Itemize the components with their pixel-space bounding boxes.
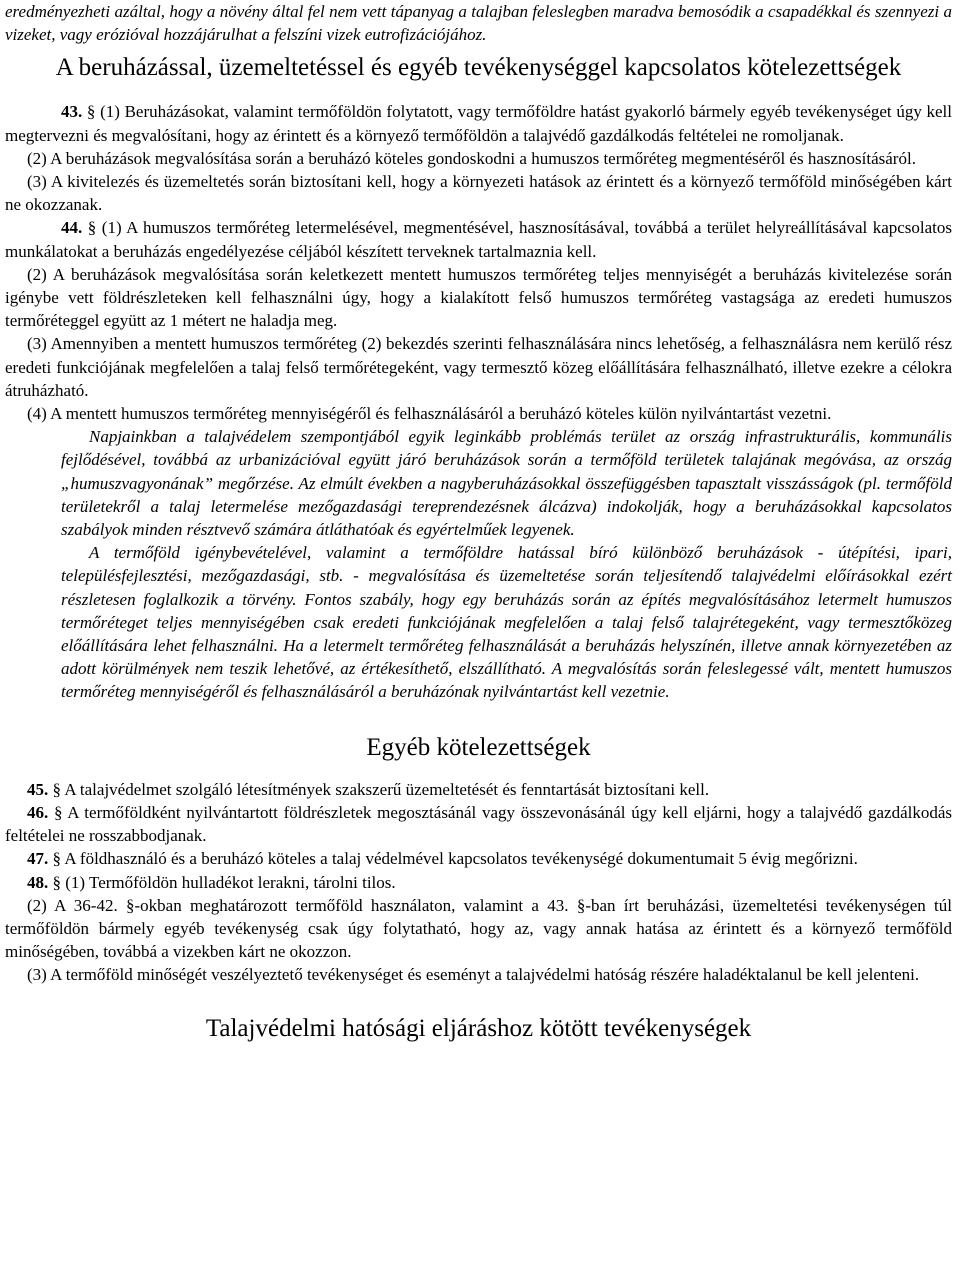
section-heading-obligations: A beruházással, üzemeltetéssel és egyéb tevékenységgel kapcsolatos kötelezettségek [55,54,902,82]
section-48-paragraph-2: (2) A 36-42. §-okban meghatározott termőföld használaton, valamint a 43. §-ban írt beruházási, üzemeltetési tevékenységen túl termőföldön bármely egyéb tevékenység csak úgy folytatható, hogy az, vagy annak hatása az érintett és a környező termőföld minőségében, továbbá a vizekben kárt ne okozzon. [5,895,952,962]
section-43-number: 43. [61,102,83,122]
section-45-number: 45. [27,779,49,799]
section-heading-other-obligations: Egyéb kötelezettségek [366,733,591,761]
commentary-block [5,425,952,703]
section-48-p1-text: (1) Termőföldön hulladékot lerakni, tárolni tilos. [65,872,396,892]
section-43-paragraph-3: (3) A kivitelezés és üzemeltetés során biztosítani kell, hogy a környezeti hatások az érintett és a környező termőföld minőségében kárt ne okozzanak. [5,172,952,215]
section-47-text: A földhasználó és a beruházó köteles a talaj védelmével kapcsolatos tevékenységé dokumentumait 5 évig megőrizni. [64,849,858,869]
section-48-paragraph-1 [5,871,952,894]
section-sign: § [52,872,61,892]
section-sign: § [86,102,96,122]
section-sign: § [87,218,97,238]
section-sign: § [52,849,61,869]
section-45-paragraph [5,778,952,801]
section-44-paragraph-4: (4) A mentett humuszos termőréteg mennyiségéről és felhasználásáról a beruházó köteles külön nyilvántartást vezetni. [27,404,832,424]
section-46-number: 46. [27,802,49,822]
section-44-number: 44. [61,218,83,238]
section-44-paragraph-3: (3) Amennyiben a mentett humuszos termőréteg (2) bekezdés szerinti felhasználására nincs lehetőség, a felhasználásra nem kerülő rész eredeti funkciójának megfelelően a talaj felső termőrétegeként, vagy termesztő közeg előállítására felhasználható, illetve ezekre a célokra átruházható. [5,334,952,400]
section-47-number: 47. [27,849,49,869]
section-46-text: A termőföldként nyilvántartott földrészletek megosztásánál vagy összevonásánál úgy kell eljárni, hogy a talajvédő gazdálkodás feltételei ne rosszabbodjanak. [5,802,953,846]
section-43-p1-text: (1) Beruházásokat, valamint termőföldön folytatott, vagy termőföldre hatást gyakorló bármely egyéb tevékenységet úgy kell megtervezni és megvalósítani, hogy az érintett és a környező termőföldön a talajvédő gazdálkodás feltételei ne romoljanak. [5,102,952,145]
section-46-paragraph [5,801,952,847]
intro-paragraph: eredményezheti azáltal, hogy a növény által fel nem vett tápanyag a talajban feleslegben maradva bemosódik a csapadékkal és szennyezi a vizeket, vagy erózióval hozzájárulhat a felszíni vizek eutrofizációjához. [5,2,952,45]
section-43-paragraph-2: (2) A beruházások megvalósítása során a beruházó köteles gondoskodni a humuszos termőréteg megmentéséről és hasznosításáról. [27,148,916,168]
section-48-number: 48. [27,872,49,892]
section-44-paragraph-2: (2) A beruházások megvalósítása során keletkezett mentett humuszos termőréteg teljes mennyiségét a beruházás kivitelezése során igénybe vett földrészleteken kell felhasználni úgy, hogy a kialakított felső humuszos termőréteg vastagsága az eredeti humuszos termőréteggel együtt az 1 métert ne haladja meg. [5,264,952,331]
section-44-p1-text: (1) A humuszos termőréteg letermelésével, megmentésével, hasznosításával, továbbá a terület helyreállításával kapcsolatos munkálatokat a beruházás engedélyezése céljából készített terveknek tartalmaznia kell. [5,218,953,261]
section-43-paragraph-1 [5,100,952,146]
section-45-text: A talajvédelmet szolgáló létesítmények szakszerű üzemeltetését és fenntartását biztosítani kell. [64,779,710,799]
section-48-paragraph-3: (3) A termőföld minőségét veszélyeztető tevékenységet és eseményt a talajvédelmi hatóság részére haladéktalanul be kell jelenteni. [27,965,920,985]
section-47-paragraph [5,847,952,870]
section-44-paragraph-1 [5,216,952,262]
section-sign: § [53,802,63,822]
section-sign: § [52,779,61,799]
commentary-paragraph-2: A termőföld igénybevételével, valamint a termőföldre hatással bíró különböző beruházások - útépítési, ipari, településfejlesztési, mezőgazdasági, stb. - megvalósítása és üzemeltetése során teljesítendő talajvédelmi előírásokkal ezért részletesen foglalkozik a törvény. Fontos szabály, hogy egy beruházás során az építés megvalósításához letermelt humuszos termőréteget teljes mennyiségében csak eredeti funkciójának megfelelően a talaj felső talajrétegeként, vagy termesztőközeg előállítására lehet felhasználni. Ha a letermelt termőréteg felhasználását a beruházás helyszínén, illetve annak környezetében az adott körülmények nem teszik lehetővé, az értékesíthető, elszállítható. A megvalósítás során feleslegessé vált, mentett humuszos termőréteg mennyiségéről és felhasználásáról a beruházónak nyilvántartást kell vezetnie. [61,543,952,702]
commentary-paragraph-1: Napjainkban a talajvédelem szempontjából egyik leginkább problémás terület az ország infrastrukturális, kommunális fejlődésével, továbbá az urbanizációval együtt járó beruházások során a termőföld területek talajának megóvása, az ország „humuszvagyonának” megőrzése. Az elmúlt években a nagyberuházásokkal összefüggésben tapasztalt visszásságok (pl. termőföld területekről a talaj letermelése mezőgazdasági tereprendezésnek álcázva) indokolják, hogy a beruházásokkal kapcsolatos szabályok minden résztvevő számára átláthatóak és egyértelműek legyenek. [61,427,952,540]
section-heading-authority-procedures: Talajvédelmi hatósági eljáráshoz kötött tevékenységek [205,1014,752,1042]
